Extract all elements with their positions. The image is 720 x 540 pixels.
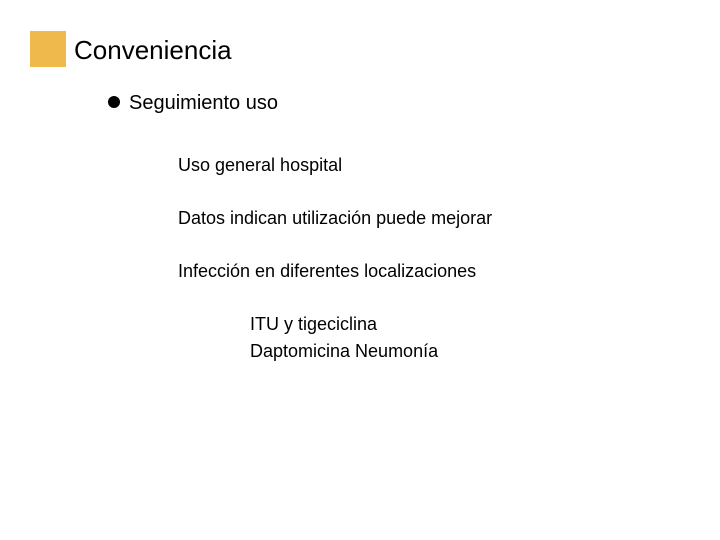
- slide-title: Conveniencia: [74, 35, 232, 65]
- title-accent-square: [30, 31, 66, 67]
- point-data-usage: Datos indican utilización puede mejorar: [178, 208, 493, 228]
- subpoint-itu-tigecycline: ITU y tigeciclina: [250, 314, 378, 334]
- subpoint-daptomycin-pneumonia: Daptomicina Neumonía: [250, 341, 439, 361]
- bullet-dot-icon: [108, 96, 120, 108]
- point-general-use: Uso general hospital: [178, 155, 343, 175]
- bullet-text: Seguimiento uso: [129, 92, 278, 114]
- point-infection-locations: Infección en diferentes localizaciones: [178, 261, 477, 281]
